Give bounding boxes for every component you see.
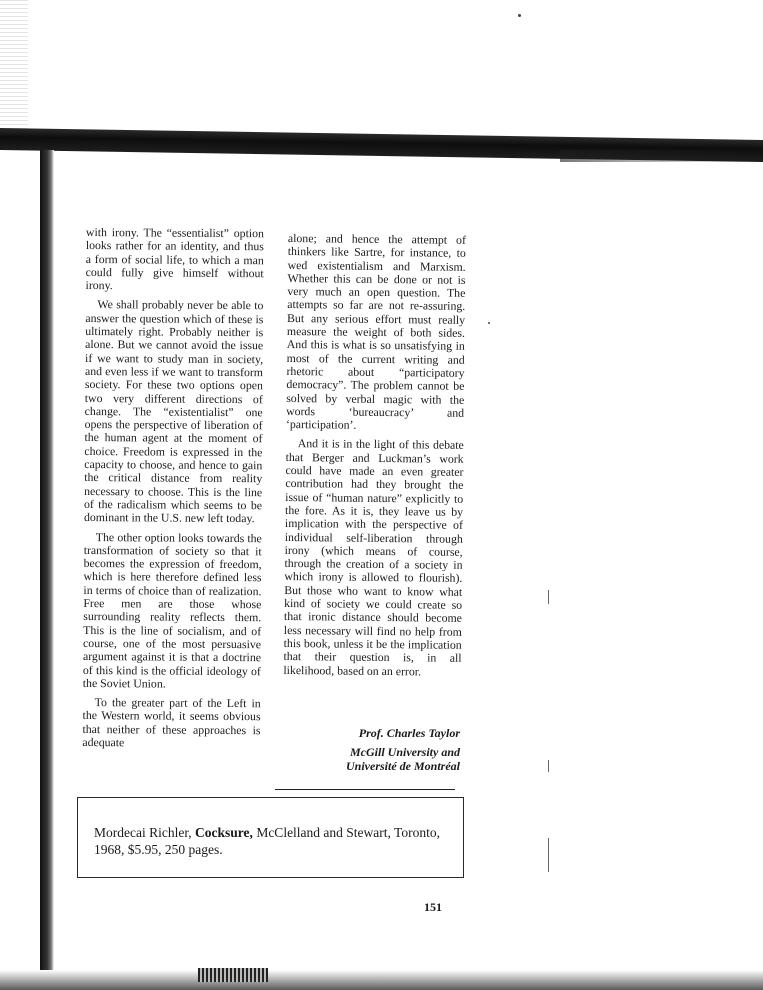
scan-tick (548, 590, 549, 604)
scan-speck (518, 14, 521, 17)
paragraph: To the greater part of the Left in the Western world, it seems obvious that neither of these approaches is adequate (82, 695, 261, 750)
scan-noise (0, 0, 28, 130)
review-heading (94, 824, 454, 858)
paragraph: alone; and hence the attempt of thinkers like Sartre, for instance, to wed existentialism and Marxism. Whether this can be done or not is very much an open question. The attempts so far are not re-assuring. But any serious effort must really measure the weight of both sides. And this is what is so unsatisfying in most of the current writing and rhetoric about “participatory democracy”. The problem cannot be solved by verbal magic with the words ‘bureaucracy’ and ‘participation’. (285, 231, 467, 432)
review-heading-box (77, 797, 464, 878)
signature-affiliation: Université de Montréal (346, 759, 460, 773)
scan-tick (548, 760, 549, 772)
paragraph: The other option looks towards the transformation of society so that it becomes the expression of freedom, which is here therefore defined less in terms of choice than of realization. Free men are those whose surrounding reality reflects them. This is the line of socialism, and of course, one of the most persuasive argument against it is that a doctrine of this kind is the official ideology of the Soviet Union. (82, 529, 262, 691)
review-book-title: Cocksure, (195, 825, 253, 840)
signature-name: Prof. Charles Taylor (358, 726, 460, 740)
page-number: 151 (424, 900, 442, 914)
scan-shadow-fade (560, 150, 763, 162)
scan-bottom-marks (198, 968, 268, 982)
scan-bottom-edge (0, 970, 763, 990)
divider-rule (275, 789, 455, 790)
left-text-column (82, 226, 264, 757)
review-publication-details: McClelland and Stewart, Toronto, 1968, $5.95, 250 pages. (94, 825, 440, 857)
right-text-column (283, 232, 466, 685)
scan-speck (488, 322, 490, 324)
review-author: Mordecai Richler, (94, 825, 196, 840)
signature-affiliation: McGill University and (350, 745, 460, 759)
page-binding-edge (40, 150, 54, 980)
paragraph: We shall probably never be able to answer the question which of these is ultimately right. Probably neither is alone. But we cannot avoid the issue if we want to study man in society, and even less if we want to transform society. For these two options open two very different directions of change. The “existentialist” one opens the perspective of liberation of the human agent at the moment of choice. Freedom is expressed in the capacity to choose, and hence to gain the critical distance from reality necessary to choose. This is the line of the radicalism which seems to be dominant in the U.S. new left today. (83, 297, 264, 526)
paragraph: with irony. The “essentialist” option looks rather for an identity, and thus a form of social life, to which a man could fully give himself without irony. (85, 225, 265, 293)
paragraph: And it is in the light of this debate that Berger and Luckman’s work could have made an even greater contribution had they brought the issue of “human nature” explicitly to the fore. As it is, they leave us by implication with the perspective of individual self-liberation through irony (which means of course, through the creation of a society in which irony is allowed to flourish). But those who want to know what kind of society we could create so that ironic distance should become less necessary will find no help from this book, unless it be the implication that their question is, in all likelihood, based on an error. (283, 436, 464, 678)
scan-tick (548, 838, 549, 872)
